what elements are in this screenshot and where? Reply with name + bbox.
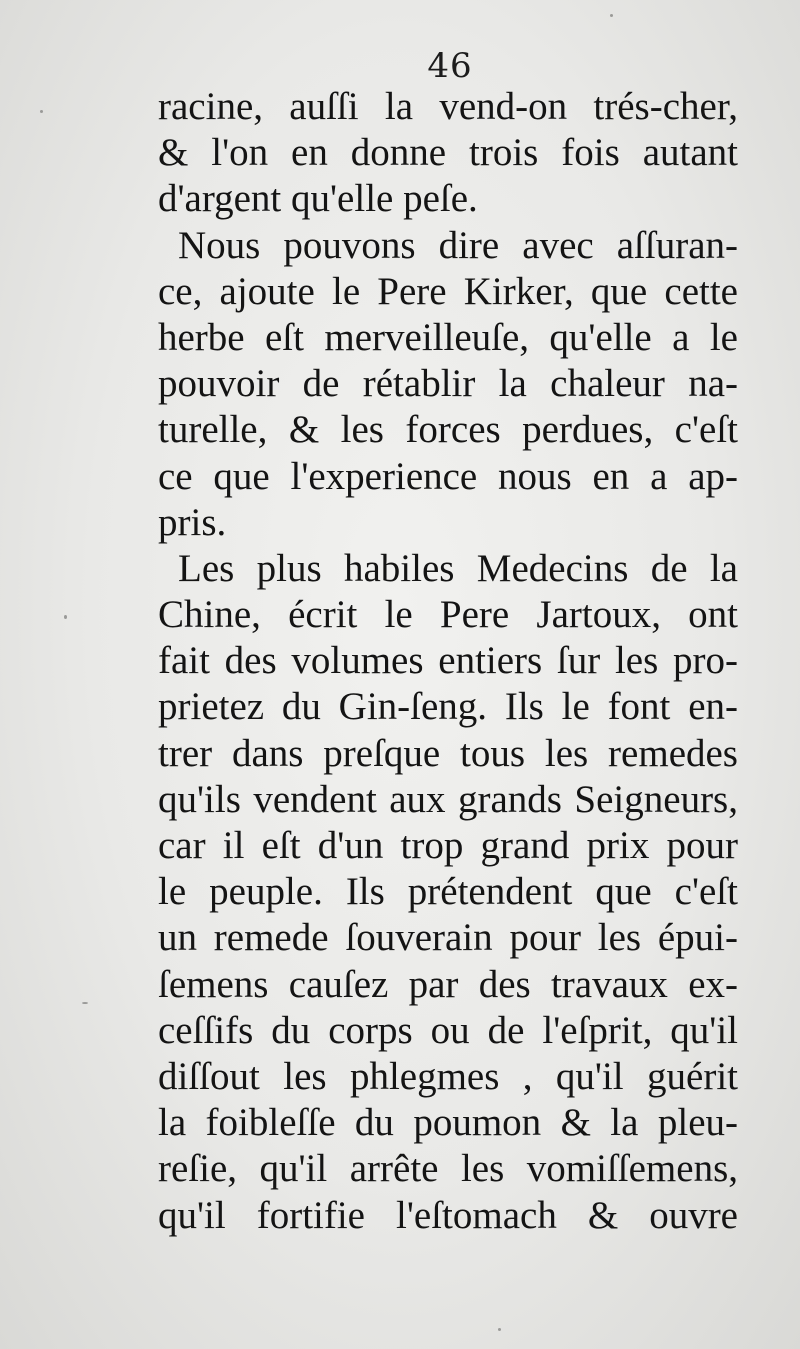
text-line: fait des volumes entiers ſur les pro-	[158, 639, 738, 683]
text-line: herbe eſt merveilleuſe, qu'elle a le	[158, 315, 738, 359]
text-line: ceſſifs du corps ou de l'eſprit, qu'il	[158, 1008, 738, 1052]
text-line: un remede ſouverain pour les épui-	[158, 916, 738, 960]
paper-speck	[498, 1328, 501, 1331]
text-line: diſſout les phlegmes , qu'il guérit	[158, 1054, 738, 1098]
body-text	[158, 84, 738, 1239]
paper-speck	[40, 110, 43, 113]
paper-speck	[82, 1002, 88, 1004]
text-line: qu'il fortifie l'eſtomach & ouvre	[158, 1193, 738, 1237]
text-line: pouvoir de rétablir la chaleur na-	[158, 362, 738, 406]
text-line: ce que l'experience nous en a ap-	[158, 454, 738, 498]
text-line: d'argent qu'elle peſe.	[158, 177, 478, 221]
text-line: ce, ajoute le Pere Kirker, que cette	[158, 269, 738, 313]
text-line: la foibleſſe du poumon & la pleu-	[158, 1101, 738, 1145]
paragraph-start-line: Les plus habiles Medecins de la	[178, 546, 738, 590]
text-line: turelle, & les forces perdues, c'eſt	[158, 408, 738, 452]
paper-speck	[610, 14, 613, 17]
text-line: pris.	[158, 500, 227, 544]
text-line: prietez du Gin-ſeng. Ils le font en-	[158, 685, 738, 729]
paragraph-start-line: Nous pouvons dire avec aſſuran-	[178, 223, 738, 267]
text-line: le peuple. Ils prétendent que c'eſt	[158, 870, 738, 914]
text-line: & l'on en donne trois fois autant	[158, 131, 738, 175]
page-number: 46	[427, 46, 473, 86]
text-line: qu'ils vendent aux grands Seigneurs,	[158, 777, 738, 821]
text-line: reſie, qu'il arrête les vomiſſemens,	[158, 1147, 738, 1191]
paper-speck	[64, 615, 67, 619]
text-line: car il eſt d'un trop grand prix pour	[158, 824, 738, 867]
text-line: trer dans preſque tous les remedes	[158, 731, 738, 775]
text-line: ſemens cauſez par des travaux ex-	[158, 962, 738, 1006]
text-line: Chine, écrit le Pere Jartoux, ont	[158, 593, 738, 637]
text-line: racine, auſſi la vend-on trés-cher,	[158, 85, 738, 128]
